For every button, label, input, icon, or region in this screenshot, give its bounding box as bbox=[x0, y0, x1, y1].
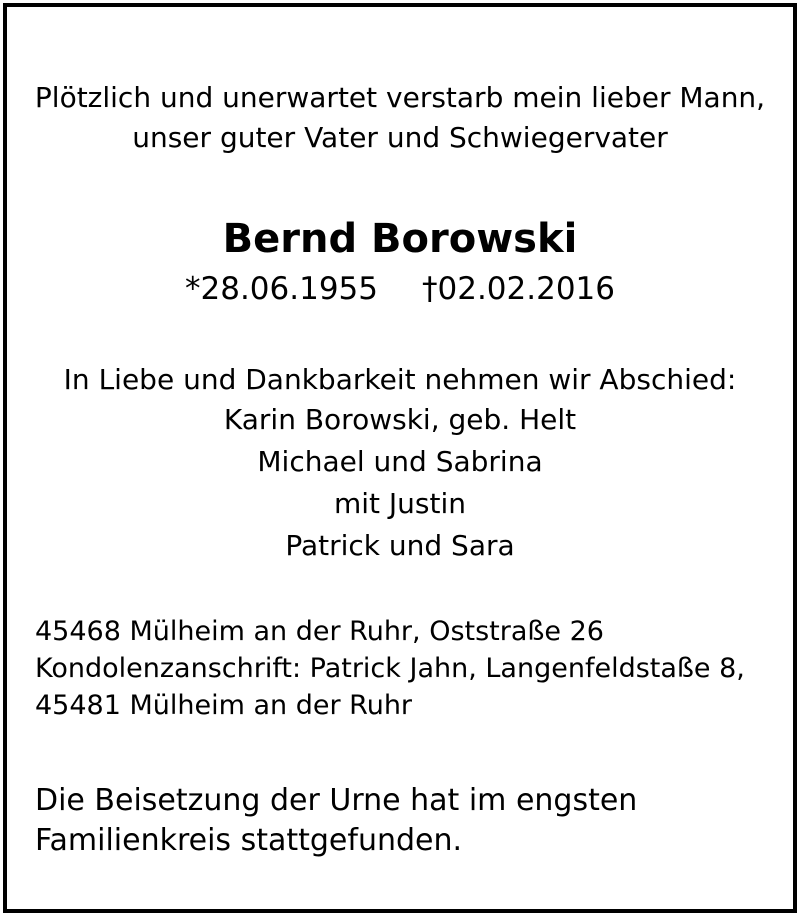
address-line-3: 45481 Mülheim an der Ruhr bbox=[35, 690, 413, 721]
life-dates bbox=[0, 271, 800, 307]
farewell-line: In Liebe und Dankbarkeit nehmen wir Abschied: bbox=[63, 363, 737, 396]
birth-date: *28.06.1955 bbox=[185, 271, 378, 307]
deceased-name: Bernd Borowski bbox=[222, 216, 578, 262]
mourner-line: Karin Borowski, geb. Helt bbox=[223, 403, 577, 436]
closing-line-2: Familienkreis stattgefunden. bbox=[35, 823, 463, 858]
mourner-line: mit Justin bbox=[333, 487, 467, 520]
intro-line-2: unser guter Vater und Schwiegervater bbox=[132, 121, 668, 154]
closing-line-1: Die Beisetzung der Urne hat im engsten bbox=[35, 783, 638, 818]
address-line-1: 45468 Mülheim an der Ruhr, Oststraße 26 bbox=[35, 616, 604, 647]
death-date: †02.02.2016 bbox=[422, 271, 615, 307]
mourner-line: Michael und Sabrina bbox=[257, 445, 543, 478]
address-line-2: Kondolenzanschrift: Patrick Jahn, Langenfeldstaße 8, bbox=[35, 653, 745, 684]
intro-line-1: Plötzlich und unerwartet verstarb mein lieber Mann, bbox=[34, 81, 766, 114]
mourner-line: Patrick und Sara bbox=[285, 529, 515, 562]
